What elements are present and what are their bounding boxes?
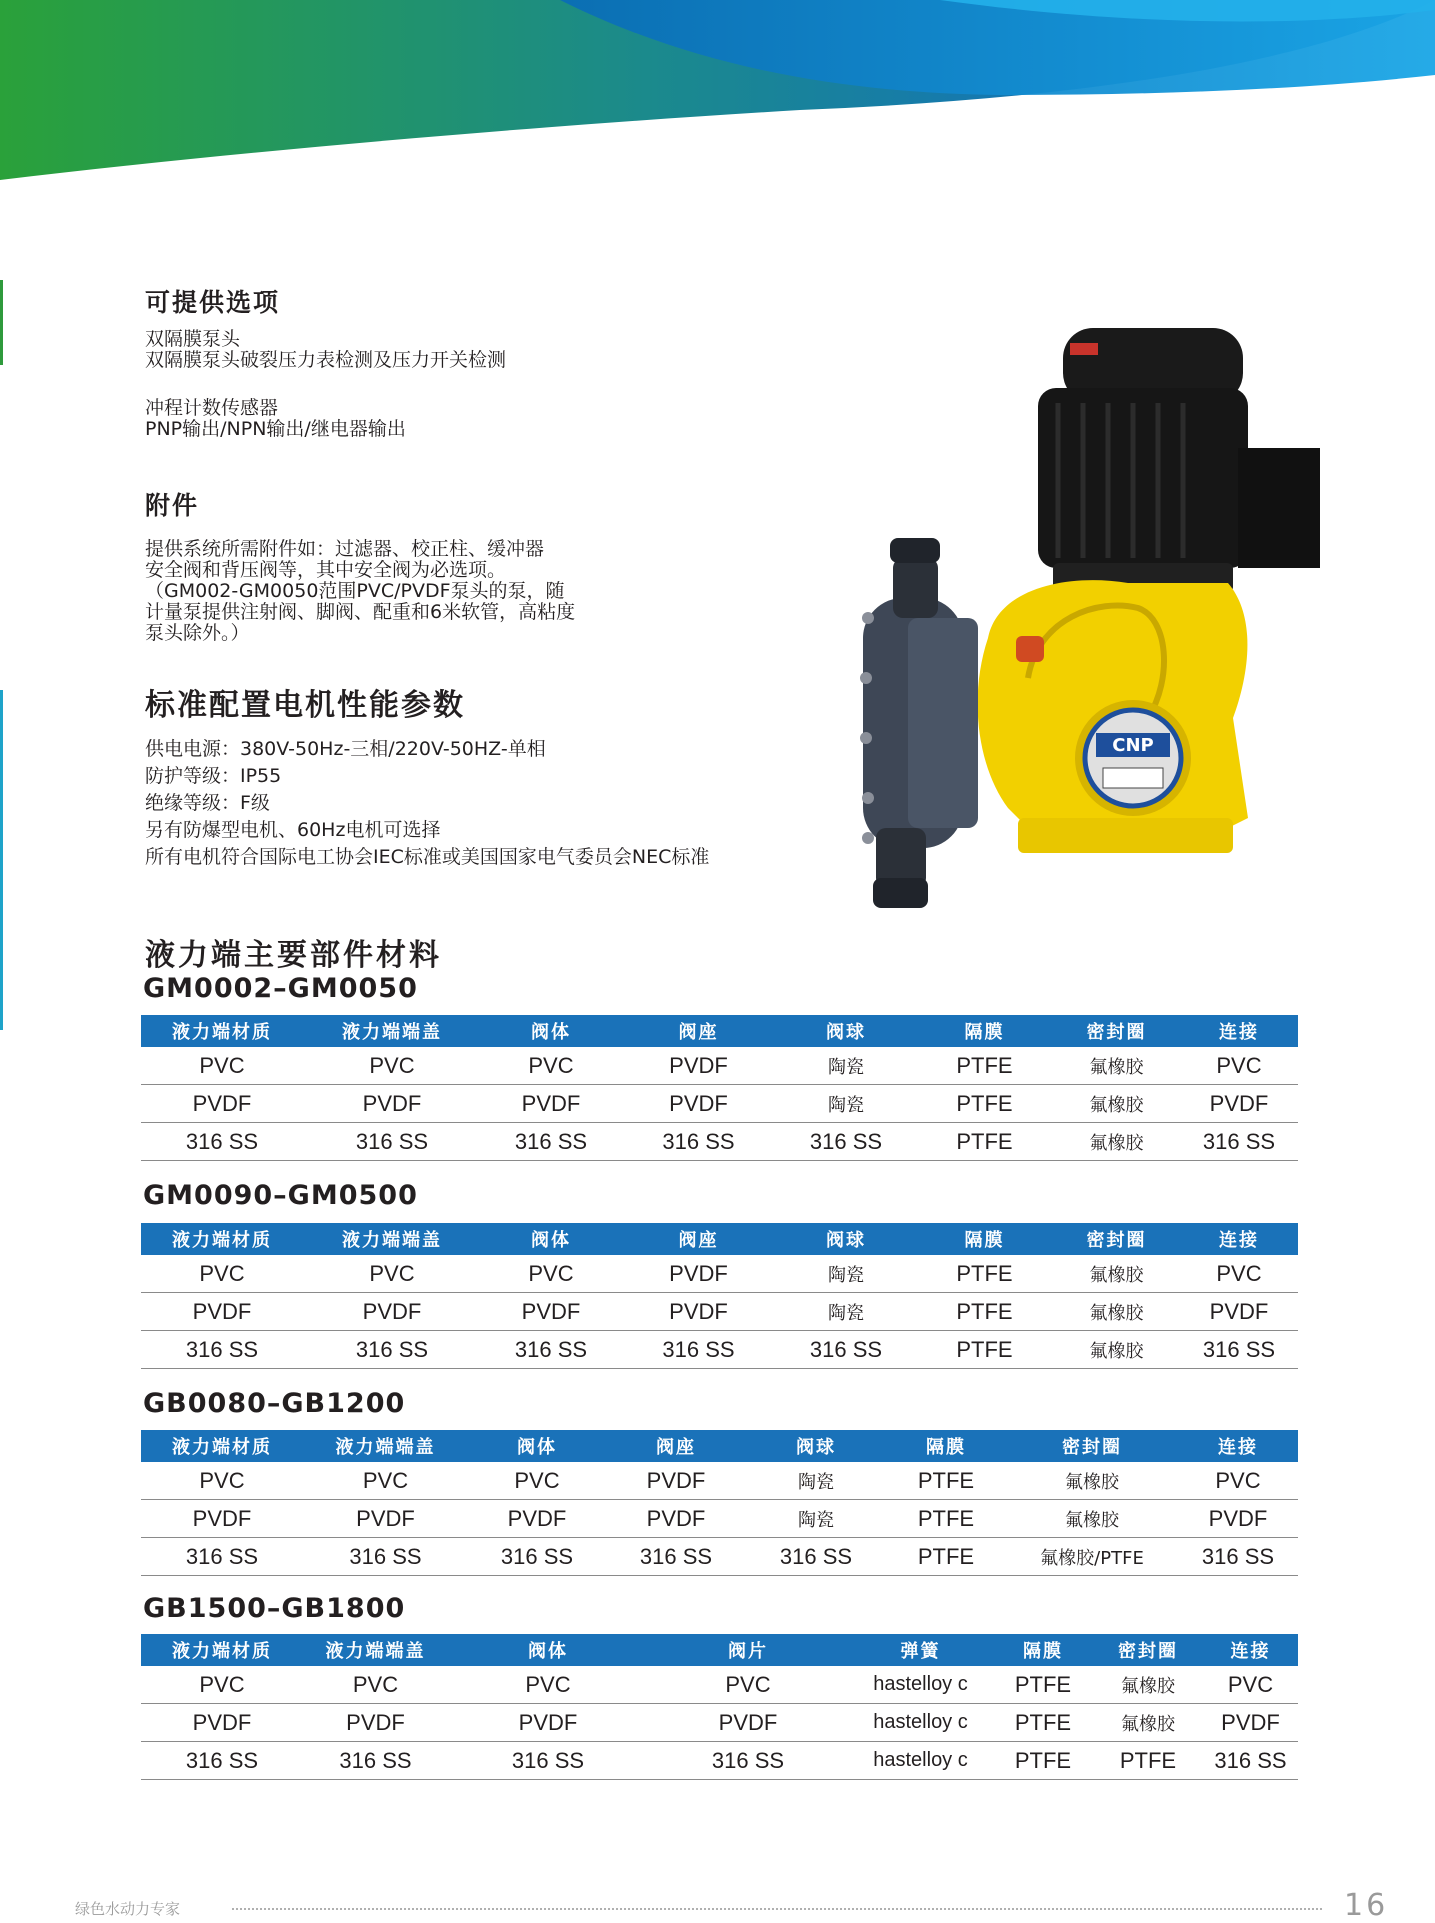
table-cell: PVDF bbox=[621, 1255, 776, 1293]
left-accent-bar-teal bbox=[0, 690, 3, 1030]
table-cell: 316 SS bbox=[621, 1123, 776, 1161]
table-cell: 316 SS bbox=[606, 1538, 746, 1576]
table-cell: PVDF bbox=[621, 1293, 776, 1331]
table-cell: 316 SS bbox=[1180, 1123, 1298, 1161]
pump-brand-label: CNP bbox=[1112, 735, 1154, 756]
table-cell: PTFE bbox=[993, 1666, 1093, 1704]
table-header-row bbox=[141, 1015, 1298, 1047]
table-row bbox=[141, 1666, 1298, 1704]
table-cell: 316 SS bbox=[303, 1331, 481, 1369]
table-cell: PTFE bbox=[886, 1538, 1006, 1576]
materials-table-gm0002 bbox=[141, 1015, 1298, 1161]
table-row bbox=[141, 1704, 1298, 1742]
table-cell: 氟橡胶 bbox=[1053, 1293, 1180, 1331]
materials-table-gb0080 bbox=[141, 1430, 1298, 1576]
motor-title: 标准配置电机性能参数 bbox=[145, 688, 465, 723]
table-cell: PTFE bbox=[916, 1047, 1053, 1085]
table-cell: PVDF bbox=[481, 1085, 621, 1123]
table-cell: PVDF bbox=[468, 1500, 606, 1538]
table-cell: PVC bbox=[303, 1666, 448, 1704]
table-cell: PVC bbox=[303, 1255, 481, 1293]
table-cell: PVDF bbox=[481, 1293, 621, 1331]
header-cell: 连接 bbox=[1178, 1430, 1298, 1462]
table-cell: 316 SS bbox=[303, 1742, 448, 1780]
table-cell: 氟橡胶 bbox=[1053, 1085, 1180, 1123]
table-cell: PVDF bbox=[1180, 1085, 1298, 1123]
table-cell: PVDF bbox=[606, 1462, 746, 1500]
header-cell: 阀球 bbox=[776, 1015, 916, 1047]
materials-title: 液力端主要部件材料 bbox=[145, 938, 442, 973]
table-cell: PVC bbox=[141, 1666, 303, 1704]
table-cell: 氟橡胶 bbox=[1053, 1047, 1180, 1085]
header-cell: 阀座 bbox=[621, 1015, 776, 1047]
series-label: GM0090–GM0500 bbox=[143, 1180, 418, 1211]
table-cell: PVC bbox=[141, 1047, 303, 1085]
header-cell: 密封圈 bbox=[1006, 1430, 1178, 1462]
table-cell: 316 SS bbox=[141, 1538, 303, 1576]
options-spacer bbox=[145, 371, 506, 398]
table-cell: PTFE bbox=[916, 1085, 1053, 1123]
table-cell: PVDF bbox=[1178, 1500, 1298, 1538]
table-cell: 316 SS bbox=[468, 1538, 606, 1576]
table-cell: PVDF bbox=[141, 1085, 303, 1123]
table-header-row bbox=[141, 1223, 1298, 1255]
table-cell: PVC bbox=[303, 1047, 481, 1085]
table-row bbox=[141, 1255, 1298, 1293]
table-cell: 316 SS bbox=[1178, 1538, 1298, 1576]
table-cell: PVC bbox=[468, 1462, 606, 1500]
table-cell: 陶瓷 bbox=[776, 1255, 916, 1293]
table-header-row bbox=[141, 1430, 1298, 1462]
table-cell: PVC bbox=[648, 1666, 848, 1704]
table-cell: hastelloy c bbox=[848, 1704, 993, 1742]
table-cell: 氟橡胶 bbox=[1093, 1704, 1203, 1742]
series-label: GB1500–GB1800 bbox=[143, 1593, 406, 1624]
table-cell: 316 SS bbox=[448, 1742, 648, 1780]
header-cell: 连接 bbox=[1203, 1634, 1298, 1666]
header-wave-banner bbox=[0, 0, 1435, 190]
header-cell: 液力端端盖 bbox=[303, 1634, 448, 1666]
table-cell: PVDF bbox=[141, 1500, 303, 1538]
materials-table-gb1500 bbox=[141, 1634, 1298, 1780]
options-line: 冲程计数传感器 bbox=[145, 397, 279, 419]
table-cell: PVC bbox=[1203, 1666, 1298, 1704]
table-row bbox=[141, 1500, 1298, 1538]
header-cell: 连接 bbox=[1180, 1223, 1298, 1255]
table-cell: 氟橡胶 bbox=[1053, 1123, 1180, 1161]
header-cell: 隔膜 bbox=[993, 1634, 1093, 1666]
table-cell: PVC bbox=[481, 1255, 621, 1293]
header-cell: 阀球 bbox=[776, 1223, 916, 1255]
table-cell: PVDF bbox=[1180, 1293, 1298, 1331]
header-cell: 液力端材质 bbox=[141, 1430, 303, 1462]
table-cell: 氟橡胶 bbox=[1006, 1462, 1178, 1500]
table-row bbox=[141, 1293, 1298, 1331]
header-cell: 密封圈 bbox=[1093, 1634, 1203, 1666]
table-cell: 陶瓷 bbox=[746, 1462, 886, 1500]
header-cell: 阀球 bbox=[746, 1430, 886, 1462]
accessories-line: 安全阀和背压阀等，其中安全阀为必选项。 bbox=[145, 559, 507, 581]
series-label: GM0002–GM0050 bbox=[143, 973, 418, 1004]
motor-spec-line: 所有电机符合国际电工协会IEC标准或美国国家电气委员会NEC标准 bbox=[145, 846, 710, 868]
motor-section bbox=[145, 680, 709, 871]
table-cell: 氟橡胶 bbox=[1006, 1500, 1178, 1538]
table-cell: PTFE bbox=[886, 1462, 1006, 1500]
table-cell: PVC bbox=[303, 1462, 468, 1500]
table-cell: 陶瓷 bbox=[776, 1293, 916, 1331]
accessories-line: 计量泵提供注射阀、脚阀、配重和6米软管，高粘度 bbox=[145, 601, 576, 623]
table-cell: 氟橡胶 bbox=[1053, 1255, 1180, 1293]
motor-specs bbox=[145, 736, 709, 871]
table-cell: 陶瓷 bbox=[746, 1500, 886, 1538]
header-cell: 阀体 bbox=[481, 1015, 621, 1047]
table-cell: 316 SS bbox=[1203, 1742, 1298, 1780]
table-cell: 陶瓷 bbox=[776, 1047, 916, 1085]
table-cell: PTFE bbox=[886, 1500, 1006, 1538]
footer-dotted-rule bbox=[232, 1908, 1322, 1910]
table-cell: PVDF bbox=[303, 1293, 481, 1331]
header-cell: 液力端材质 bbox=[141, 1223, 303, 1255]
header-cell: 液力端材质 bbox=[141, 1015, 303, 1047]
table-row bbox=[141, 1123, 1298, 1161]
motor-spec-line: 绝缘等级：F级 bbox=[145, 792, 270, 814]
header-cell: 液力端材质 bbox=[141, 1634, 303, 1666]
table-cell: PVDF bbox=[606, 1500, 746, 1538]
header-cell: 密封圈 bbox=[1053, 1015, 1180, 1047]
table-cell: PVDF bbox=[648, 1704, 848, 1742]
table-cell: 316 SS bbox=[303, 1538, 468, 1576]
table-row bbox=[141, 1331, 1298, 1369]
table-cell: 316 SS bbox=[776, 1331, 916, 1369]
header-cell: 隔膜 bbox=[916, 1015, 1053, 1047]
table-cell: PTFE bbox=[916, 1331, 1053, 1369]
options-line: PNP输出/NPN输出/继电器输出 bbox=[145, 418, 406, 440]
table-cell: PVDF bbox=[621, 1047, 776, 1085]
options-body bbox=[145, 329, 506, 440]
table-cell: PTFE bbox=[1093, 1742, 1203, 1780]
left-accent-bar-green bbox=[0, 280, 3, 365]
table-cell: 316 SS bbox=[141, 1123, 303, 1161]
table-cell: 氟橡胶 bbox=[1093, 1666, 1203, 1704]
header-cell: 阀体 bbox=[448, 1634, 648, 1666]
table-cell: 316 SS bbox=[621, 1331, 776, 1369]
table-cell: PVDF bbox=[621, 1085, 776, 1123]
table-cell: PVC bbox=[1180, 1255, 1298, 1293]
footer-tagline: 绿色水动力专家 bbox=[75, 1900, 181, 1918]
table-cell: PVC bbox=[141, 1462, 303, 1500]
header-cell: 液力端端盖 bbox=[303, 1223, 481, 1255]
table-cell: PVDF bbox=[303, 1085, 481, 1123]
accessories-section bbox=[145, 486, 575, 644]
table-cell: PTFE bbox=[993, 1704, 1093, 1742]
table-cell: PVC bbox=[141, 1255, 303, 1293]
accessories-line: 泵头除外。） bbox=[145, 622, 250, 644]
table-cell: PVDF bbox=[141, 1704, 303, 1742]
header-cell: 隔膜 bbox=[886, 1430, 1006, 1462]
table-cell: 316 SS bbox=[776, 1123, 916, 1161]
table-cell: PTFE bbox=[993, 1742, 1093, 1780]
metering-pump-image bbox=[838, 318, 1328, 918]
table-cell: PVDF bbox=[1203, 1704, 1298, 1742]
header-cell: 阀座 bbox=[606, 1430, 746, 1462]
header-cell: 液力端端盖 bbox=[303, 1015, 481, 1047]
table-cell: PTFE bbox=[916, 1255, 1053, 1293]
materials-table-gm0090 bbox=[141, 1223, 1298, 1369]
table-row bbox=[141, 1742, 1298, 1780]
accessories-body bbox=[145, 539, 575, 644]
table-cell: PVC bbox=[448, 1666, 648, 1704]
header-cell: 弹簧 bbox=[848, 1634, 993, 1666]
table-cell: 316 SS bbox=[648, 1742, 848, 1780]
motor-spec-line: 另有防爆型电机、60Hz电机可选择 bbox=[145, 819, 441, 841]
accessories-title: 附件 bbox=[145, 491, 200, 520]
table-cell: hastelloy c bbox=[848, 1666, 993, 1704]
header-cell: 连接 bbox=[1180, 1015, 1298, 1047]
table-cell: 316 SS bbox=[481, 1331, 621, 1369]
table-cell: PVC bbox=[1180, 1047, 1298, 1085]
options-line: 双隔膜泵头 bbox=[145, 328, 241, 350]
table-cell: PVDF bbox=[303, 1500, 468, 1538]
table-cell: 316 SS bbox=[1180, 1331, 1298, 1369]
table-cell: 氟橡胶/PTFE bbox=[1006, 1538, 1178, 1576]
table-cell: PVDF bbox=[303, 1704, 448, 1742]
motor-spec-line: 供电电源：380V-50Hz-三相/220V-50HZ-单相 bbox=[145, 738, 546, 760]
table-row bbox=[141, 1538, 1298, 1576]
header-cell: 阀片 bbox=[648, 1634, 848, 1666]
options-line: 双隔膜泵头破裂压力表检测及压力开关检测 bbox=[145, 349, 507, 371]
accessories-line: （GM002-GM0050范围PVC/PVDF泵头的泵，随 bbox=[145, 580, 565, 602]
table-row bbox=[141, 1462, 1298, 1500]
table-cell: 氟橡胶 bbox=[1053, 1331, 1180, 1369]
header-cell: 阀座 bbox=[621, 1223, 776, 1255]
table-cell: PTFE bbox=[916, 1123, 1053, 1161]
table-row bbox=[141, 1047, 1298, 1085]
header-cell: 隔膜 bbox=[916, 1223, 1053, 1255]
header-cell: 阀体 bbox=[468, 1430, 606, 1462]
header-cell: 液力端端盖 bbox=[303, 1430, 468, 1462]
table-cell: PVDF bbox=[141, 1293, 303, 1331]
table-cell: PVDF bbox=[448, 1704, 648, 1742]
header-cell: 阀体 bbox=[481, 1223, 621, 1255]
series-label: GB0080–GB1200 bbox=[143, 1388, 406, 1419]
header-cell: 密封圈 bbox=[1053, 1223, 1180, 1255]
table-cell: PVC bbox=[1178, 1462, 1298, 1500]
table-header-row bbox=[141, 1634, 1298, 1666]
table-cell: 316 SS bbox=[303, 1123, 481, 1161]
table-row bbox=[141, 1085, 1298, 1123]
options-title: 可提供选项 bbox=[145, 288, 281, 317]
page-number: 16 bbox=[1344, 1888, 1389, 1923]
table-cell: hastelloy c bbox=[848, 1742, 993, 1780]
table-cell: 316 SS bbox=[141, 1331, 303, 1369]
table-cell: 316 SS bbox=[746, 1538, 886, 1576]
options-section bbox=[145, 283, 506, 440]
table-cell: PTFE bbox=[916, 1293, 1053, 1331]
table-cell: PVC bbox=[481, 1047, 621, 1085]
table-cell: 316 SS bbox=[141, 1742, 303, 1780]
accessories-line: 提供系统所需附件如：过滤器、校正柱、缓冲器 bbox=[145, 538, 545, 560]
table-cell: 陶瓷 bbox=[776, 1085, 916, 1123]
table-cell: 316 SS bbox=[481, 1123, 621, 1161]
motor-spec-line: 防护等级：IP55 bbox=[145, 765, 282, 787]
